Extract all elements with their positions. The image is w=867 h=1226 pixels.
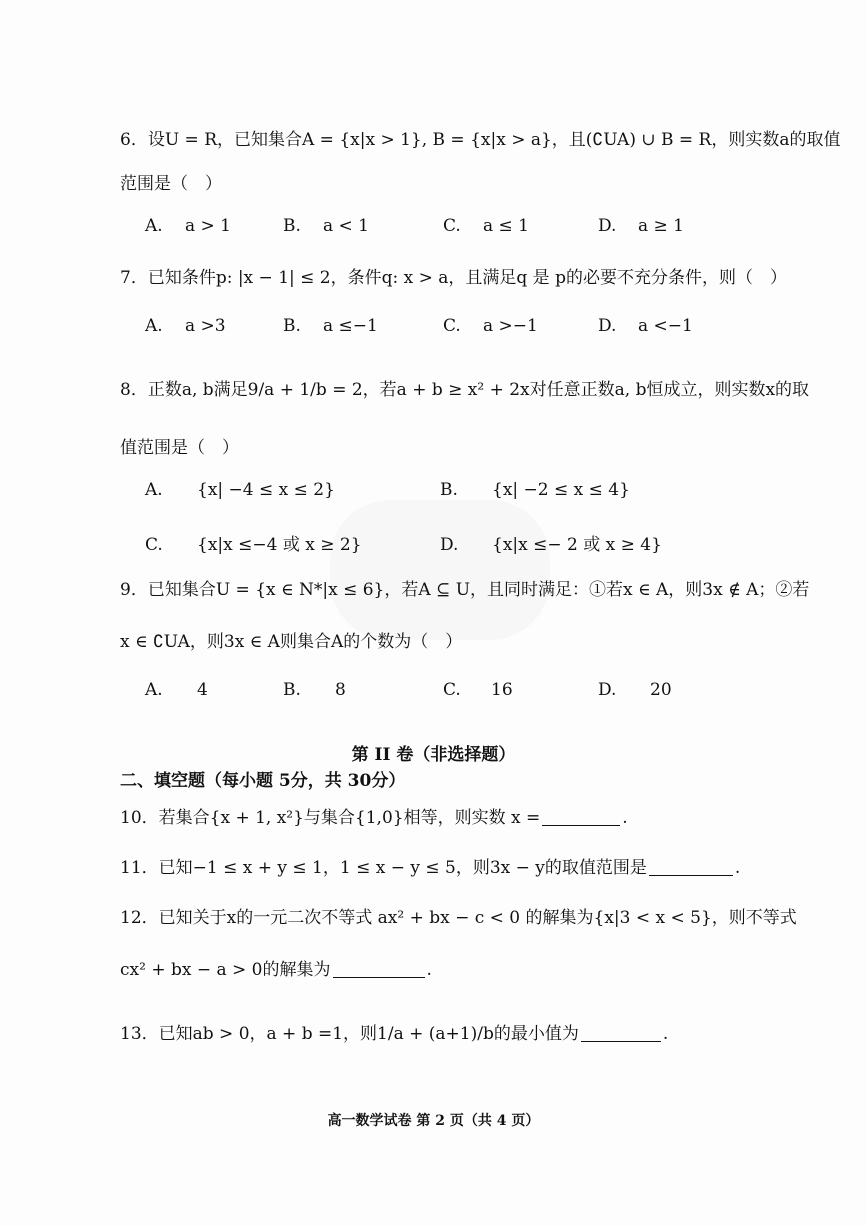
question-9-line-2: x ∈ ∁UA，则3x ∈ A则集合A的个数为（ ） — [120, 632, 463, 652]
question-12-line-1: 12．已知关于x的一元二次不等式 ax² + bx − c < 0 的解集为{x|3 < x < 5}，则不等式 — [120, 908, 797, 928]
fill-in-section-title: 二、填空题（每小题 5分，共 30分） — [120, 771, 406, 791]
page-footer: 高一数学试卷 第 2 页（共 4 页） — [327, 1113, 540, 1129]
question-9-line-1: 9．已知集合U = {x ∈ N*|x ≤ 6}，若A ⊆ U，且同时满足：①若x ∈ A，则3x ∉ A；②若 — [120, 580, 810, 600]
question-8-option-d: D. {x|x ≤− 2 或 x ≥ 4} — [440, 535, 662, 555]
question-6-option-a: A. a > 1 — [145, 216, 232, 236]
part-2-heading: 第 II 卷（非选择题） — [351, 745, 516, 765]
question-8-line-1: 8．正数a, b满足9/a + 1/b = 2，若a + b ≥ x² + 2x对任意正数a, b恒成立，则实数x的取 — [120, 380, 810, 400]
question-7-line-1: 7．已知条件p: |x − 1| ≤ 2，条件q: x > a，且满足q 是 p的必要不充分条件，则（ ） — [120, 268, 787, 288]
question-7-options — [0, 316, 867, 340]
answer-blank-13[interactable] — [581, 1023, 661, 1042]
question-9-option-a: A. 4 — [145, 680, 208, 700]
question-7-option-a: A. a >3 — [145, 316, 226, 336]
question-7-option-d: D. a <−1 — [598, 316, 693, 336]
question-9-option-b: B. 8 — [283, 680, 346, 700]
answer-blank-12[interactable] — [333, 959, 425, 978]
answer-blank-11[interactable] — [649, 857, 733, 876]
question-12-line-2: cx² + bx − a > 0的解集为 . — [120, 960, 432, 980]
question-8-line-2: 值范围是（ ） — [120, 438, 239, 458]
question-8-options-row-2 — [0, 530, 867, 554]
question-6-option-c: C. a ≤ 1 — [443, 216, 530, 236]
question-7-option-b: B. a ≤−1 — [283, 316, 378, 336]
watermark — [330, 500, 550, 640]
question-6-option-b: B. a < 1 — [283, 216, 370, 236]
question-9-option-d: D. 20 — [598, 680, 672, 700]
question-8-option-c: C. {x|x ≤−4 或 x ≥ 2} — [145, 535, 362, 555]
question-8-option-b: B. {x| −2 ≤ x ≤ 4} — [440, 480, 630, 500]
question-6-option-d: D. a ≥ 1 — [598, 216, 685, 236]
question-10: 10．若集合{x + 1, x²}与集合{1,0}相等，则实数 x = . — [120, 808, 628, 828]
question-7-option-c: C. a >−1 — [443, 316, 538, 336]
question-11: 11．已知−1 ≤ x + y ≤ 1，1 ≤ x − y ≤ 5，则3x − y的取值范围是 . — [120, 858, 741, 878]
question-6-line-1: 6．设U = R，已知集合A = {x|x > 1}, B = {x|x > a}，且(∁UA) ∪ B = R，则实数a的取值 — [120, 130, 841, 150]
question-9-options — [0, 680, 867, 704]
question-8-option-a: A. {x| −4 ≤ x ≤ 2} — [145, 480, 335, 500]
question-6-line-2: 范围是（ ） — [120, 174, 222, 194]
question-13: 13．已知ab > 0，a + b =1，则1/a + (a+1)/b的最小值为 . — [120, 1024, 669, 1044]
question-9-option-c: C. 16 — [443, 680, 513, 700]
question-8-options-row-1 — [0, 480, 867, 504]
answer-blank-10[interactable] — [542, 807, 620, 826]
question-6-options — [0, 216, 867, 240]
